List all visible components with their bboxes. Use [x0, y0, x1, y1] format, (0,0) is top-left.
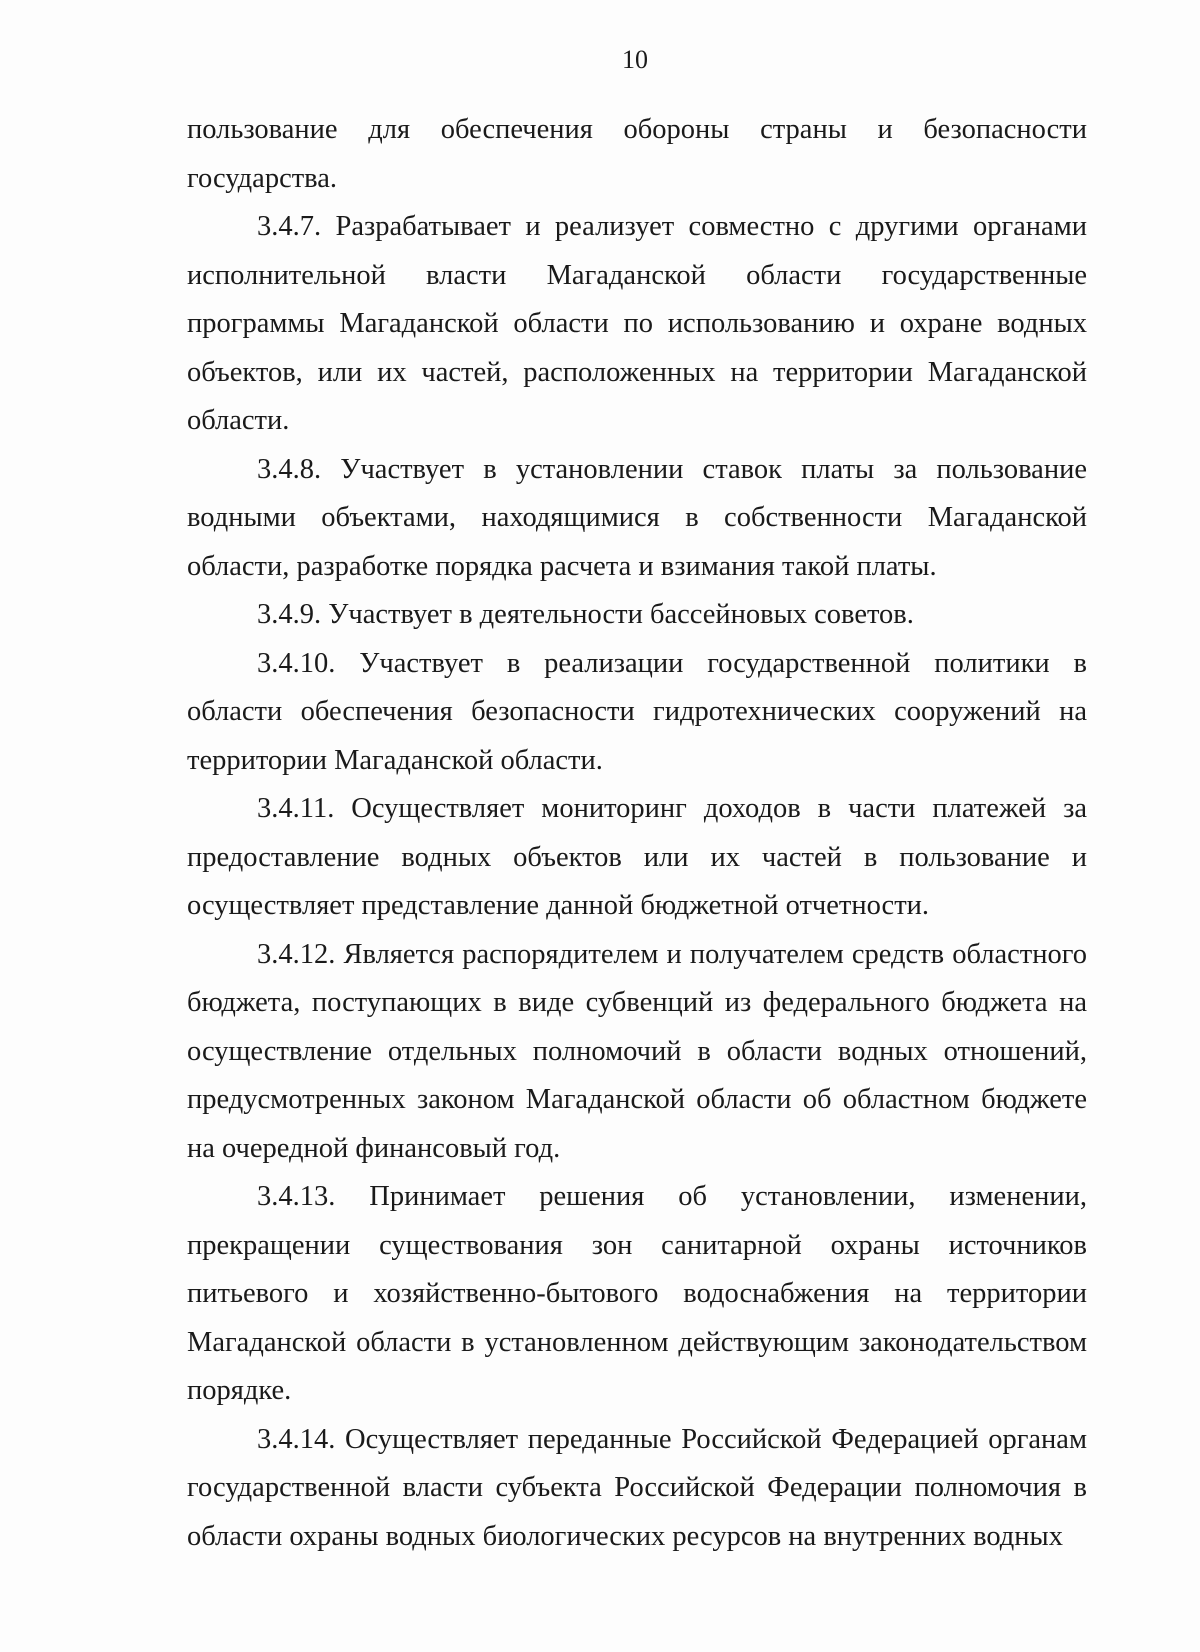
paragraph-3-4-14: 3.4.14. Осуществляет переданные Российской Федерацией органам государственной власти субъекта Российской Федерации полномочия в области охраны водных биологических ресурсов на внутренних водных [187, 1423, 1087, 1552]
paragraph-3-4-8: 3.4.8. Участвует в установлении ставок платы за пользование водными объектами, находящимися в собственности Магаданской области, разработке порядка расчета и взимания такой платы. [187, 453, 1087, 582]
paragraph-3-4-13: 3.4.13. Принимает решения об установлении, изменении, прекращении существования зон санитарной охраны источников питьевого и хозяйственно-бытового водоснабжения на территории Магаданской области в установленном действующим законодательством порядке. [187, 1181, 1087, 1406]
paragraph-3-4-10: 3.4.10. Участвует в реализации государственной политики в области обеспечения безопасности гидротехнических сооружений на территории Магаданской области. [187, 647, 1087, 776]
paragraph-3-4-12: 3.4.12. Является распорядителем и получателем средств областного бюджета, поступающих в виде субвенций из федерального бюджета на осуществление отдельных полномочий в области водных отношений, предусмотренных законом Магаданской области об областном бюджете на очередной финансовый год. [187, 938, 1087, 1164]
document-body [187, 106, 1087, 1561]
page-number: 10 [622, 45, 648, 74]
paragraph-3-4-7: 3.4.7. Разрабатывает и реализует совместно с другими органами исполнительной власти Магаданской области государственные программы Магаданской области по использованию и охране водных объектов, или их частей, расположенных на территории Магаданской области. [187, 211, 1087, 436]
paragraph-continuation: пользование для обеспечения обороны страны и безопасности государства. [187, 114, 1087, 194]
paragraph-3-4-9: 3.4.9. Участвует в деятельности бассейновых советов. [257, 599, 914, 630]
paragraph-3-4-11: 3.4.11. Осуществляет мониторинг доходов в части платежей за предоставление водных объектов или их частей в пользование и осуществляет представление данной бюджетной отчетности. [187, 793, 1087, 921]
